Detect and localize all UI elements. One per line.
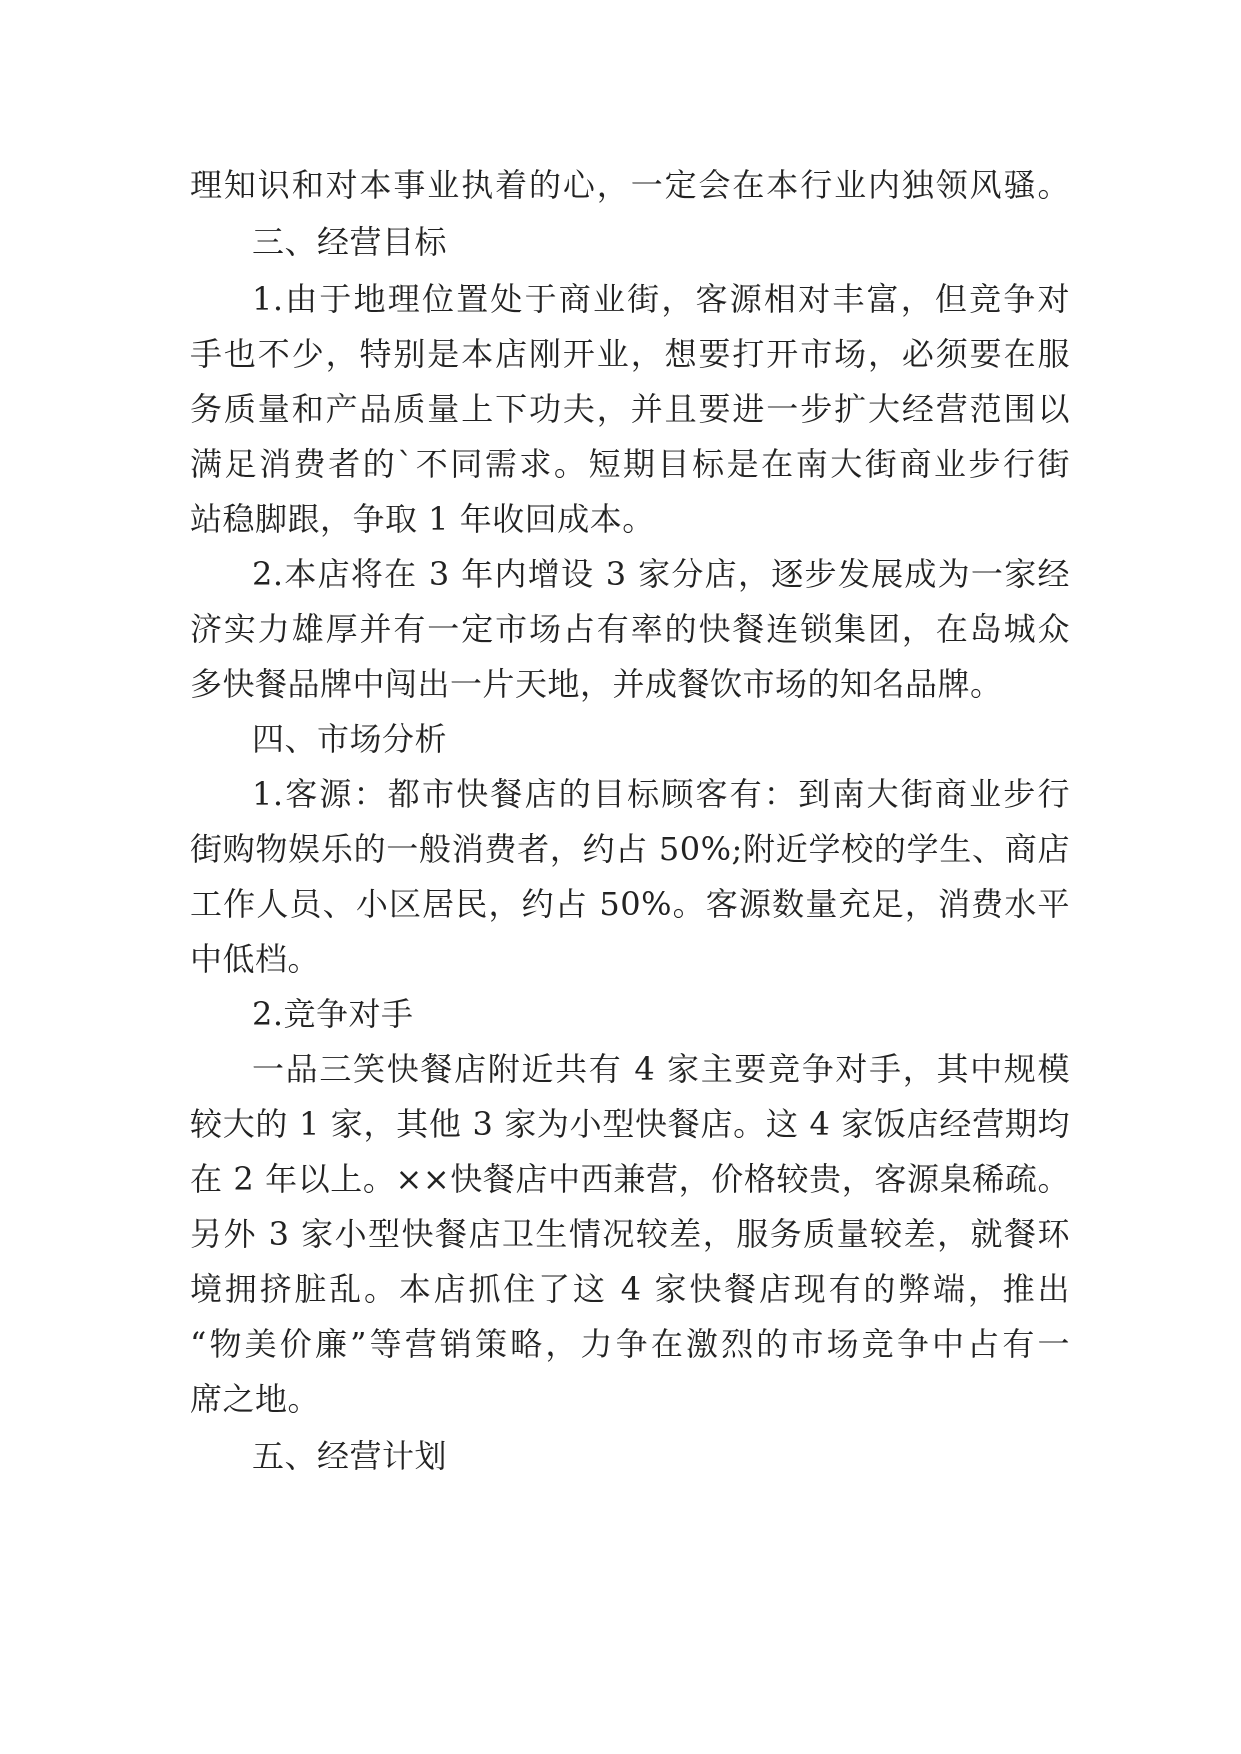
text-line: 务质量和产品质量上下功夫，并且要进一步扩大经营范围以 (190, 390, 1070, 428)
subsection-heading: 2.竞争对手 (252, 995, 414, 1033)
text-line: 境拥挤脏乱。本店抓住了这 4 家快餐店现有的弊端，推出 (190, 1270, 1070, 1308)
text-line: 席之地。 (190, 1380, 321, 1418)
section-heading: 五、经营计划 (252, 1437, 448, 1475)
text-line: 1.由于地理位置处于商业街，客源相对丰富，但竞争对 (252, 280, 1070, 318)
text-line: 站稳脚跟，争取 1 年收回成本。 (190, 500, 655, 538)
text-line: 满足消费者的`不同需求。短期目标是在南大街商业步行街 (190, 445, 1070, 483)
text-line: 2.本店将在 3 年内增设 3 家分店，逐步发展成为一家经 (252, 555, 1070, 593)
text-line: 街购物娱乐的一般消费者，约占 50%;附近学校的学生、商店 (190, 830, 1070, 868)
text-line: 一品三笑快餐店附近共有 4 家主要竞争对手，其中规模 (252, 1050, 1070, 1088)
section-heading: 四、市场分析 (252, 720, 448, 758)
text-line: 多快餐品牌中闯出一片天地，并成餐饮市场的知名品牌。 (190, 665, 1003, 703)
text-line: 手也不少，特别是本店刚开业，想要打开市场，必须要在服 (190, 335, 1070, 373)
text-line: 在 2 年以上。××快餐店中西兼营，价格较贵，客源臬稀疏。 (190, 1160, 1070, 1198)
text-line: 1.客源：都市快餐店的目标顾客有：到南大街商业步行 (252, 775, 1070, 813)
section-heading: 三、经营目标 (252, 223, 448, 261)
text-line: 理知识和对本事业执着的心，一定会在本行业内独领风骚。 (190, 166, 1070, 204)
text-line: 工作人员、小区居民，约占 50%。客源数量充足，消费水平 (190, 885, 1070, 923)
text-line: “物美价廉”等营销策略，力争在激烈的市场竞争中占有一 (190, 1325, 1070, 1363)
text-line: 济实力雄厚并有一定市场占有率的快餐连锁集团，在岛城众 (190, 610, 1070, 648)
text-line: 中低档。 (190, 940, 321, 978)
text-line: 较大的 1 家，其他 3 家为小型快餐店。这 4 家饭店经营期均 (190, 1105, 1070, 1143)
text-line: 另外 3 家小型快餐店卫生情况较差，服务质量较差，就餐环 (190, 1215, 1070, 1253)
